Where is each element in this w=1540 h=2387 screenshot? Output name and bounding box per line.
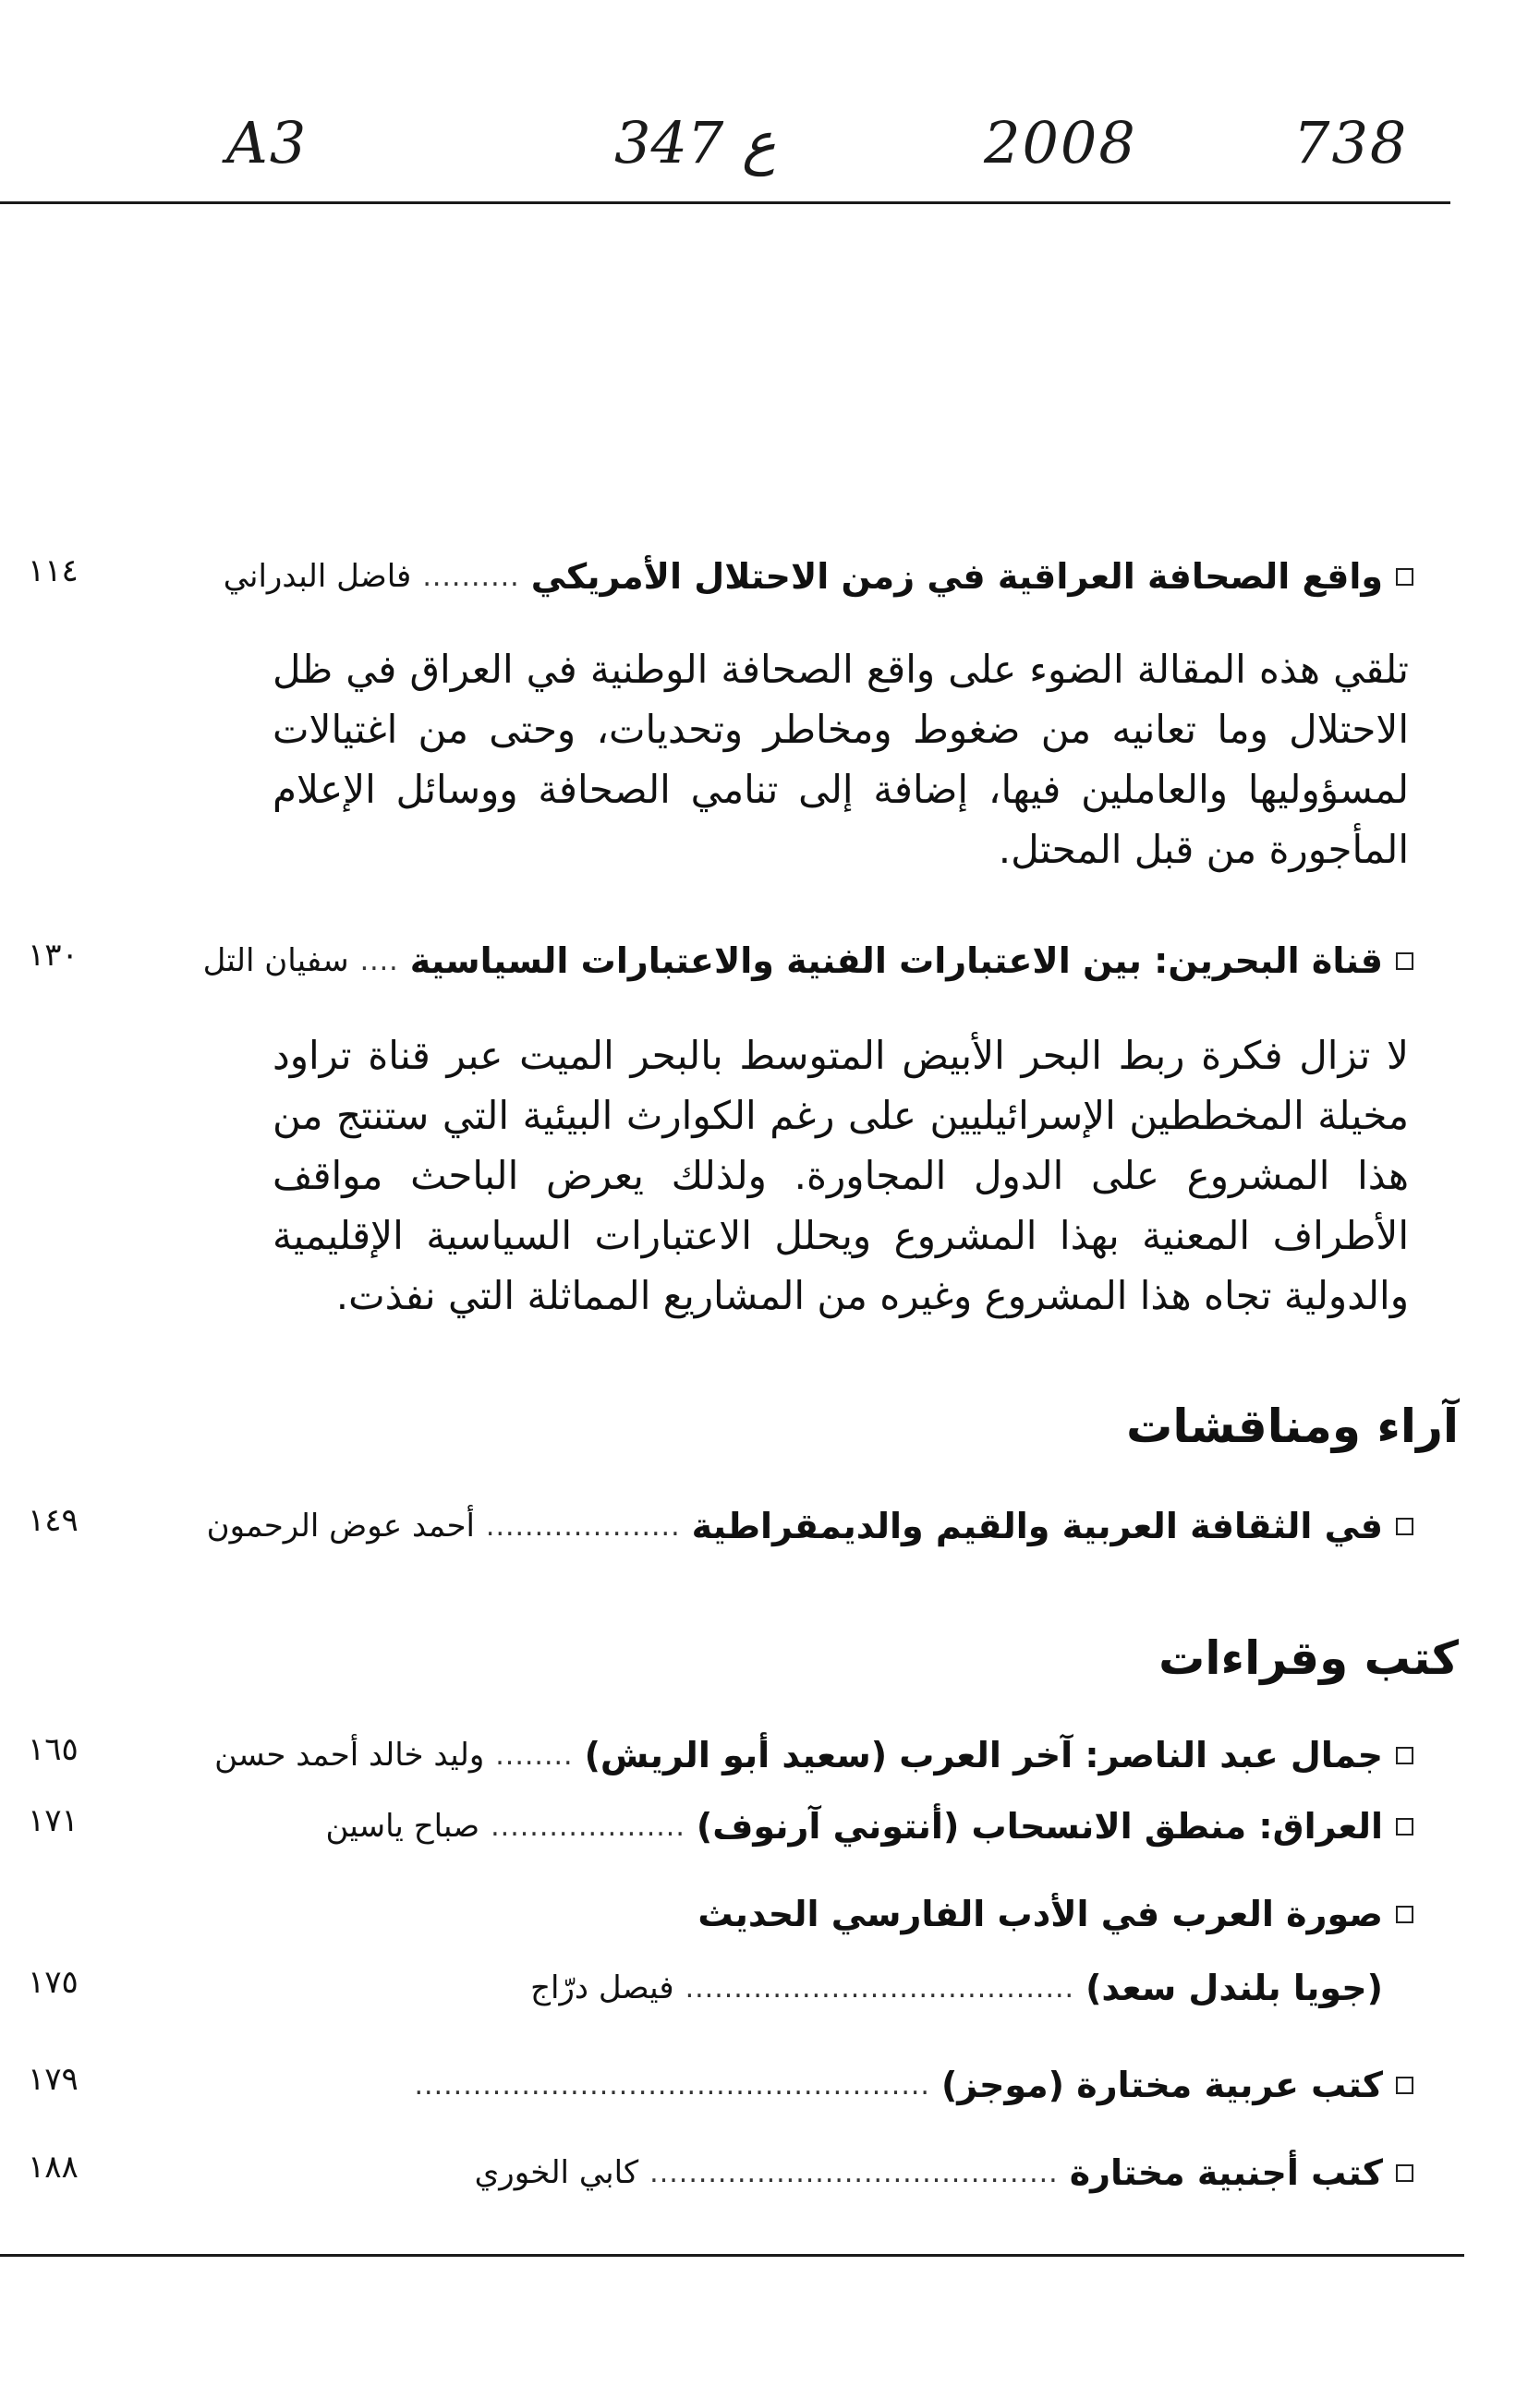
checkbox-icon bbox=[1396, 2077, 1413, 2094]
leader-dots: .......... bbox=[422, 560, 520, 593]
toc-entry-continuation[interactable] bbox=[28, 1958, 1413, 2017]
leader-dots: .................... bbox=[491, 1810, 685, 1843]
entry-subtitle: (جويا بلندل سعد) bbox=[1085, 1968, 1383, 2008]
entry-title: في الثقافة العربية والقيم والديمقراطية bbox=[691, 1506, 1383, 1546]
checkbox-icon bbox=[1396, 2164, 1413, 2182]
toc-entry[interactable] bbox=[28, 1884, 1413, 1944]
checkbox-icon bbox=[1396, 1747, 1413, 1764]
page-number: ١١٤ bbox=[28, 552, 79, 589]
entry-author: سفيان التل bbox=[202, 942, 349, 979]
entry-author: وليد خالد أحمد حسن bbox=[214, 1737, 485, 1774]
toc-entry[interactable] bbox=[28, 2055, 1413, 2114]
entry-title: قناة البحرين: بين الاعتبارات الفنية والاعتبارات السياسية bbox=[409, 940, 1383, 981]
checkbox-icon bbox=[1396, 952, 1413, 970]
entry-title: كتب عربية مختارة (موجز) bbox=[940, 2065, 1383, 2105]
entry-title: جمال عبد الناصر: آخر العرب (سعيد أبو الريش) bbox=[584, 1735, 1383, 1775]
toc-entry[interactable] bbox=[28, 2143, 1413, 2202]
entry-summary: تلقي هذه المقالة الضوء على واقع الصحافة الوطنية في العراق في ظل الاحتلال وما تعانيه من ضغوط ومخاطر وتحديات، وحتى من اغتيالات لمسؤوليها والعاملين فيها، إضافة إلى تنامي الصحافة ووسائل الإعلام المأجورة من قبل المحتل. bbox=[273, 647, 1409, 872]
entry-title: العراق: منطق الانسحاب (أنتوني آرنوف) bbox=[696, 1806, 1383, 1847]
entry-summary: لا تزال فكرة ربط البحر الأبيض المتوسط بالبحر الميت عبر قناة تراود مخيلة المخططين الإسرائيليين على رغم الكوارث البيئية التي ستنتج من هذا المشروع على الدول المجاورة. ولذلك يعرض الباحث مواقف الأطراف المعنية بهذا المشروع ويحلل الاعتبارات السياسية الإقليمية والدولية تجاه هذا المشروع وغيره من المشاريع المماثلة التي نفذت. bbox=[273, 1033, 1409, 1318]
checkbox-icon bbox=[1396, 1818, 1413, 1836]
entry-author: كابي الخوري bbox=[474, 2154, 639, 2191]
leader-dots: ........ bbox=[495, 1739, 574, 1772]
leader-dots: .......................................... bbox=[649, 2156, 1059, 2189]
section-heading-opinions: آراء ومناقشات bbox=[1126, 1399, 1459, 1453]
handwritten-mark-volume: 347 ع bbox=[614, 109, 777, 176]
leader-dots: .................... bbox=[485, 1509, 681, 1543]
page-number: ١٨٨ bbox=[28, 2149, 79, 2186]
entry-title: صورة العرب في الأدب الفارسي الحديث bbox=[697, 1894, 1383, 1934]
toc-entry[interactable] bbox=[28, 1797, 1413, 1856]
entry-author: أحمد عوض الرحمون bbox=[206, 1508, 475, 1545]
leader-dots: .... bbox=[359, 944, 399, 977]
page-number: ١٦٥ bbox=[28, 1731, 79, 1768]
toc-entry[interactable] bbox=[28, 1496, 1413, 1556]
checkbox-icon bbox=[1396, 1518, 1413, 1535]
entry-author: فيصل درّاج bbox=[530, 1969, 674, 2006]
entry-title: واقع الصحافة العراقية في زمن الاحتلال الأمريكي bbox=[530, 556, 1383, 597]
page-number: ١٧٥ bbox=[28, 1964, 79, 2001]
leader-dots: ........................................ bbox=[685, 1971, 1075, 2005]
section-heading-books: كتب وقراءات bbox=[1158, 1631, 1459, 1685]
toc-entry[interactable] bbox=[28, 547, 1413, 606]
toc-entry[interactable] bbox=[28, 931, 1413, 990]
handwritten-mark-year: 2008 bbox=[984, 109, 1137, 176]
handwritten-mark-a3: A3 bbox=[226, 109, 309, 176]
header-rule bbox=[0, 201, 1450, 204]
handwritten-mark-number: 738 bbox=[1293, 109, 1409, 176]
entry-author: فاضل البدراني bbox=[223, 558, 412, 595]
checkbox-icon bbox=[1396, 1906, 1413, 1923]
leader-dots: ..................................................... bbox=[414, 2068, 930, 2102]
page-number: ١٤٩ bbox=[28, 1502, 79, 1539]
checkbox-icon bbox=[1396, 568, 1413, 586]
entry-author: صباح ياسين bbox=[325, 1808, 480, 1845]
page-number: ١٣٠ bbox=[28, 937, 79, 974]
entry-title: كتب أجنبية مختارة bbox=[1069, 2152, 1383, 2193]
page-number: ١٧٩ bbox=[28, 2061, 79, 2098]
toc-entry[interactable] bbox=[28, 1726, 1413, 1785]
footer-rule bbox=[0, 2254, 1464, 2257]
page-number: ١٧١ bbox=[28, 1802, 79, 1839]
